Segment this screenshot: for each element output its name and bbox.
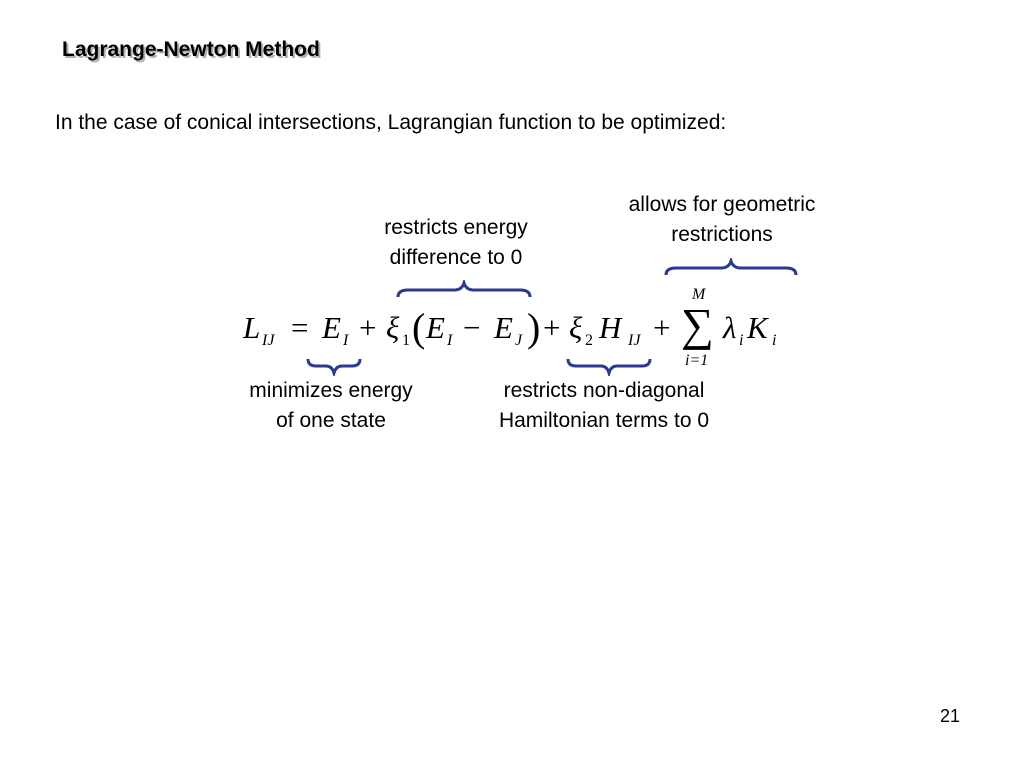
annotation-line: restricts energy [384, 216, 528, 239]
brace-energy-difference [396, 280, 532, 300]
annotation-minimize-energy [222, 376, 440, 436]
subscript-J: J [515, 332, 523, 349]
lagrangian-equation [243, 286, 803, 380]
annotation-line: allows for geometric [628, 193, 816, 216]
subscript-1: 1 [402, 332, 410, 349]
left-parenthesis: ( [412, 305, 426, 350]
subscript-2: 2 [585, 332, 593, 349]
right-parenthesis: ) [527, 305, 541, 350]
subscript-IJ: IJ [262, 332, 275, 349]
plus-sign: + [543, 310, 561, 345]
slide-number: 21 [940, 706, 961, 726]
annotation-line: difference to 0 [389, 246, 523, 269]
subscript-I: I [343, 332, 349, 349]
symbol-xi: ξ [386, 310, 400, 345]
brace-geometric [664, 258, 798, 278]
symbol-H: H [599, 310, 622, 345]
symbol-lambda: λ [723, 310, 737, 345]
intro-text: In the case of conical intersections, Lagrangian function to be optimized: [55, 111, 727, 134]
subscript-i: i [772, 332, 777, 349]
equals-sign: = [291, 310, 309, 345]
symbol-K: K [747, 310, 768, 345]
annotation-line: of one state [276, 409, 386, 432]
symbol-E: E [494, 310, 513, 345]
annotation-geometric [602, 190, 842, 250]
symbol-L: L [243, 310, 261, 345]
subscript-I: I [447, 332, 453, 349]
annotation-line: Hamiltonian terms to 0 [498, 409, 710, 432]
plus-sign: + [359, 310, 377, 345]
symbol-E: E [426, 310, 445, 345]
symbol-E: E [322, 310, 341, 345]
plus-sign: + [653, 310, 671, 345]
annotation-line: restrictions [671, 223, 773, 246]
subscript-i: i [739, 332, 744, 349]
annotation-non-diagonal [468, 376, 740, 436]
minus-sign: − [463, 310, 481, 345]
sum-lower-limit: i=1 [685, 352, 709, 369]
slide-title: Lagrange-Newton Method [62, 38, 320, 61]
subscript-IJ: IJ [628, 332, 641, 349]
annotation-energy-difference [362, 213, 550, 273]
summation-sign: ∑ [681, 299, 714, 350]
annotation-line: restricts non-diagonal [503, 379, 705, 402]
sum-upper-limit: M [692, 286, 706, 303]
annotation-line: minimizes energy [249, 379, 413, 402]
symbol-xi: ξ [569, 310, 583, 345]
